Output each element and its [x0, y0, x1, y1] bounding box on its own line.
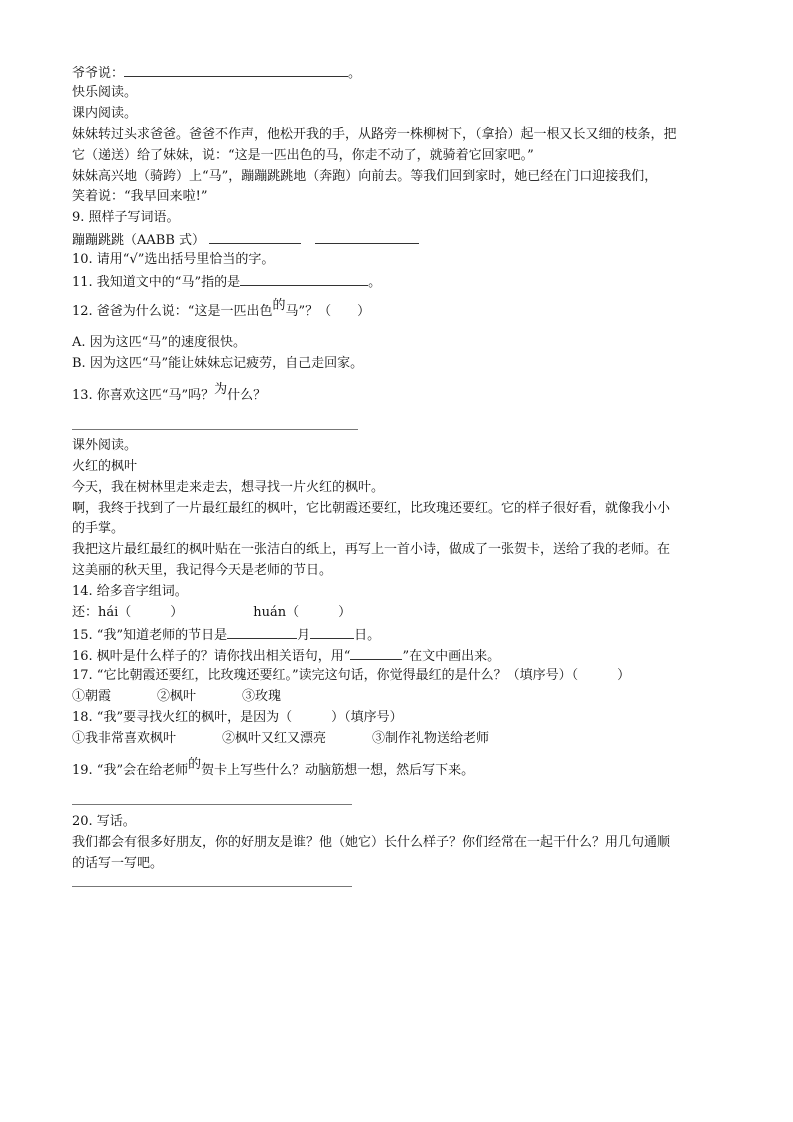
question-18: 18. “我”要寻找火红的枫叶，是因为（ ）（填序号）: [72, 710, 403, 725]
section-heading: 快乐阅读。: [72, 85, 138, 100]
answer-blank[interactable]: [227, 624, 297, 639]
answer-blank[interactable]: [310, 624, 354, 639]
option-b: B. 因为这匹“马”能让妹妹忘记疲劳，自己走回家。: [72, 356, 364, 371]
section-heading: 课外阅读。: [72, 438, 138, 453]
grandpa-says-line: 爷爷说： 。: [72, 62, 361, 84]
answer-blank[interactable]: [315, 229, 419, 244]
question-16: 16. 枫叶是什么样子的？请你找出相关语句，用“ ”在文中画出来。: [72, 645, 500, 667]
passage-line: 笑着说：“我早回来啦!”: [72, 189, 208, 204]
question-11: 11. 我知道文中的“马”指的是 。: [72, 271, 381, 293]
question-15: 15. “我”知道老师的节日是 月 日。: [72, 624, 380, 646]
answer-blank[interactable]: [209, 229, 301, 244]
section-heading: 课内阅读。: [72, 106, 138, 121]
story-title: 火红的枫叶: [72, 459, 138, 474]
question-19: 19. “我”会在给老师的贺卡上写些什么？动脑筋想一想，然后写下来。: [72, 757, 475, 778]
question-17: 17. “它比朝霞还要红，比玫瑰还要红。”读完这句话，你觉得最红的是什么？（填序号）（ ）: [72, 668, 631, 683]
answer-blank[interactable]: [124, 62, 348, 77]
question-20: 20. 写话。: [72, 814, 136, 829]
answer-blank[interactable]: [350, 645, 402, 660]
question-14-items: 还：hái（ ） huán（ ）: [72, 605, 352, 620]
question-12: 12. 爸爸为什么说：“这是一匹出色的马”？（ ）: [72, 298, 371, 319]
question-9: 9. 照样子写词语。: [72, 210, 180, 225]
passage-line: 啊，我终于找到了一片最红最红的枫叶，它比朝霞还要红，比玫瑰还要红。它的样子很好看，就像我小小: [72, 501, 671, 516]
answer-blank[interactable]: [240, 271, 368, 286]
passage-line: 妹妹高兴地（骑跨）上“马”，蹦蹦跳跳地（奔跑）向前去。等我们回到家时，她已经在门口迎接我们，: [72, 169, 658, 184]
passage-line: 妹妹转过头求爸爸。爸爸不作声，他松开我的手，从路旁一株柳树下，（拿拾）起一根又长又细的枝条，把: [72, 127, 677, 142]
option-a: A. 因为这匹“马”的速度很快。: [72, 335, 246, 350]
answer-line[interactable]: [72, 429, 358, 430]
question-9-example: 蹦蹦跳跳（AABB 式）: [72, 229, 419, 251]
passage-line: 今天，我在树林里走来走去，想寻找一片火红的枫叶。: [72, 480, 385, 495]
prompt-line: 我们都会有很多好朋友，你的好朋友是谁？他（她它）长什么样子？你们经常在一起干什么？用几句通顺: [72, 835, 671, 850]
answer-line[interactable]: [72, 886, 352, 887]
prompt-line: 的话写一写吧。: [72, 856, 164, 871]
passage-line: 它（递送）给了妹妹，说：“这是一匹出色的马，你走不动了，就骑着它回家吧。”: [72, 148, 534, 163]
question-14: 14. 给多音字组词。: [72, 584, 188, 599]
passage-line: 的手掌。: [72, 521, 125, 536]
passage-line: 这美丽的秋天里，我记得今天是老师的节日。: [72, 563, 333, 578]
question-18-options: ①我非常喜欢枫叶 ②枫叶又红又漂亮 ③制作礼物送给老师: [72, 731, 490, 746]
question-10: 10. 请用“√”选出括号里恰当的字。: [72, 252, 275, 267]
passage-line: 我把这片最红最红的枫叶贴在一张洁白的纸上，再写上一首小诗，做成了一张贺卡，送给了我的老师。在: [72, 542, 671, 557]
question-17-options: ①朝霞 ②枫叶 ③玫瑰: [72, 689, 282, 704]
question-13: 13. 你喜欢这匹“马”吗？为什么？: [72, 382, 267, 403]
answer-line[interactable]: [72, 804, 352, 805]
